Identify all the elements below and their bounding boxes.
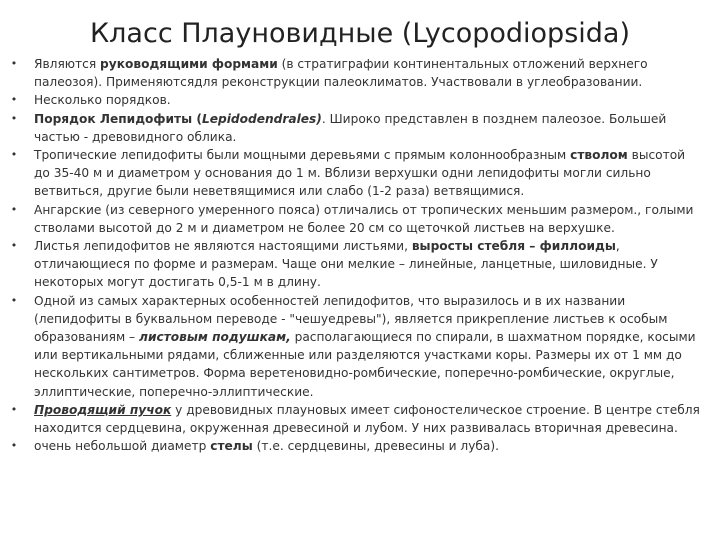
bullet-icon: • (10, 93, 18, 107)
bullet-icon: • (10, 111, 18, 125)
bullet-icon: • (10, 239, 18, 253)
bullet-icon: • (10, 148, 18, 162)
bullet-text: Несколько порядков. (34, 93, 171, 108)
bullet-text: Порядок Лепидофиты (Lepidodendrales). Широко представлен в позднем палеозое. Большей частью - древовидного облика. (34, 111, 667, 144)
bullet-text: Тропические лепидофиты были мощными деревьями с прямым колоннообразным стволом высотой до 35-40 м и диаметром у основания до 1 м. Вблизи верхушки одни лепидофиты могли сильно ветвиться, другие были неветвящимися или слабо (1-2 раза) ветвящимися. (34, 148, 686, 199)
bullet-text: очень небольшой диаметр стелы (т.е. сердцевины, древесины и луба). (34, 439, 500, 454)
bullet-item (10, 91, 702, 109)
bullet-item (10, 55, 702, 91)
bullet-icon: • (10, 57, 18, 70)
bullet-icon: • (10, 439, 18, 453)
bullet-item (10, 437, 702, 455)
bullet-item (10, 110, 702, 146)
bullet-item (10, 201, 702, 237)
bullet-item (10, 146, 702, 201)
bullet-text: Одной из самых характерных особенностей лепидофитов, что выразилось и в их названии (лепидофиты в буквальном переводе - "чешуедревы"), является прикрепление листьев к особым образованиям – листовым подушкам, располагающиеся по спирали, в шахматном порядке, косыми или вертикальными рядами, сближенные или разделяются участками коры. Размеры их от 1 мм до нескольких сантиметров. Форма веретеновидно-ромбические, поперечно-ромбические, округлые, эллиптические, поперечно-эллиптические. (34, 293, 696, 399)
bullet-list (10, 55, 702, 455)
bullet-item (10, 401, 702, 437)
bullet-icon: • (10, 202, 18, 216)
bullet-icon: • (10, 402, 18, 416)
bullet-text: Ангарские (из северного умеренного пояса) отличались от тропических меньшим размером., голыми стволами высотой до 2 м и диаметром не более 20 см со щеточкой листьев на верхушке. (34, 202, 694, 235)
bullet-item (10, 292, 702, 401)
slide-title: Класс Плауновидные (Lycopodiopsida) (90, 18, 630, 49)
bullet-item (10, 237, 702, 292)
bullet-icon: • (10, 293, 18, 307)
bullet-text: Проводящий пучок у древовидных плауновых имеет сифоностелическое строение. В центре стебля находится сердцевина, окруженная древесиной и лубом. У них развивалась вторичная древесина. (34, 402, 700, 436)
bullet-text: Листья лепидофитов не являются настоящими листьями, выросты стебля – филлоиды, отличающиеся по форме и размерам. Чаще они мелкие – линейные, ланцетные, шиловидные. У некоторых могут достигать 0,5-1 м в длину. (34, 239, 658, 290)
bullet-text: Являются руководящими формами (в стратиграфии континентальных отложений верхнего палеозоя). Применяютсядля реконструкции палеоклиматов. Участвовали в углеобразовании. (34, 57, 648, 90)
